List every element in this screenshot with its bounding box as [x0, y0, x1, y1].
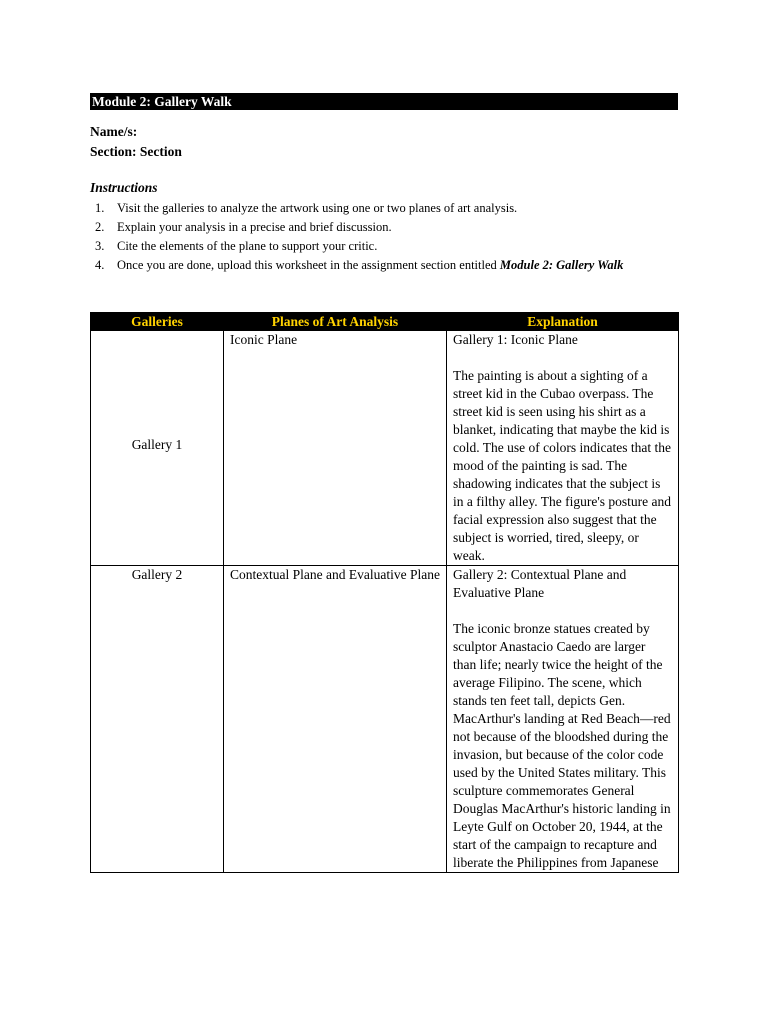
instruction-text: Cite the elements of the plane to support your critic.	[117, 239, 378, 253]
gallery-cell: Gallery 2	[91, 566, 224, 873]
explanation-title: Gallery 2: Contextual Plane and Evaluative Plane	[453, 567, 627, 600]
instruction-text: Visit the galleries to analyze the artwork using one or two planes of art analysis.	[117, 201, 518, 215]
instruction-text: Once you are done, upload this worksheet in the assignment section entitled	[117, 258, 500, 272]
section-field-label: Section: Section	[90, 144, 182, 159]
explanation-body: The painting is about a sighting of a street kid in the Cubao overpass. The street kid is seen using his shirt as a blanket, indicating that maybe the kid is cold. The use of colors indicates that the mood of the painting is sad. The shadowing indicates that the subject is in a filthy alley. The figure's posture and facial expression also suggest that the subject is worried, tired, sleepy, or weak.	[453, 368, 671, 563]
name-field-label: Name/s:	[90, 124, 138, 139]
instruction-number: 1.	[95, 201, 105, 215]
table-row	[91, 566, 679, 873]
plane-cell: Iconic Plane	[224, 331, 447, 566]
instruction-number: 4.	[95, 258, 105, 272]
instruction-number: 3.	[95, 239, 105, 253]
instruction-item	[90, 199, 678, 218]
explanation-cell	[447, 566, 679, 873]
explanation-title: Gallery 1: Iconic Plane	[453, 332, 578, 347]
explanation-body: The iconic bronze statues created by sculptor Anastacio Caedo are larger than life; nearly twice the height of the average Filipino. The scene, which stands ten feet tall, depicts Gen. MacArthur's landing at Red Beach—red not because of the bloodshed during the invasion, but because of the color code used by the United States military. This sculpture commemorates General Douglas MacArthur's historic landing in Leyte Gulf on October 20, 1944, at the start of the campaign to recapture and liberate the Philippines from Japanese	[453, 621, 671, 870]
instruction-item	[90, 218, 678, 237]
instruction-text: Explain your analysis in a precise and brief discussion.	[117, 220, 392, 234]
table-row	[91, 331, 679, 566]
explanation-cell	[447, 331, 679, 566]
plane-cell: Contextual Plane and Evaluative Plane	[224, 566, 447, 873]
table-header-row	[91, 313, 679, 331]
assignment-section-name: Module 2: Gallery Walk	[499, 258, 624, 272]
gallery-analysis-table	[90, 312, 679, 873]
column-header-planes: Planes of Art Analysis	[224, 313, 447, 331]
instruction-item	[90, 256, 678, 275]
instruction-item	[90, 237, 678, 256]
instructions-heading: Instructions	[90, 180, 158, 195]
column-header-galleries: Galleries	[91, 313, 224, 331]
instruction-number: 2.	[95, 220, 105, 234]
module-title: Module 2: Gallery Walk	[90, 93, 678, 110]
gallery-cell: Gallery 1	[91, 331, 224, 566]
column-header-explanation: Explanation	[447, 313, 679, 331]
instructions-list	[90, 199, 678, 275]
